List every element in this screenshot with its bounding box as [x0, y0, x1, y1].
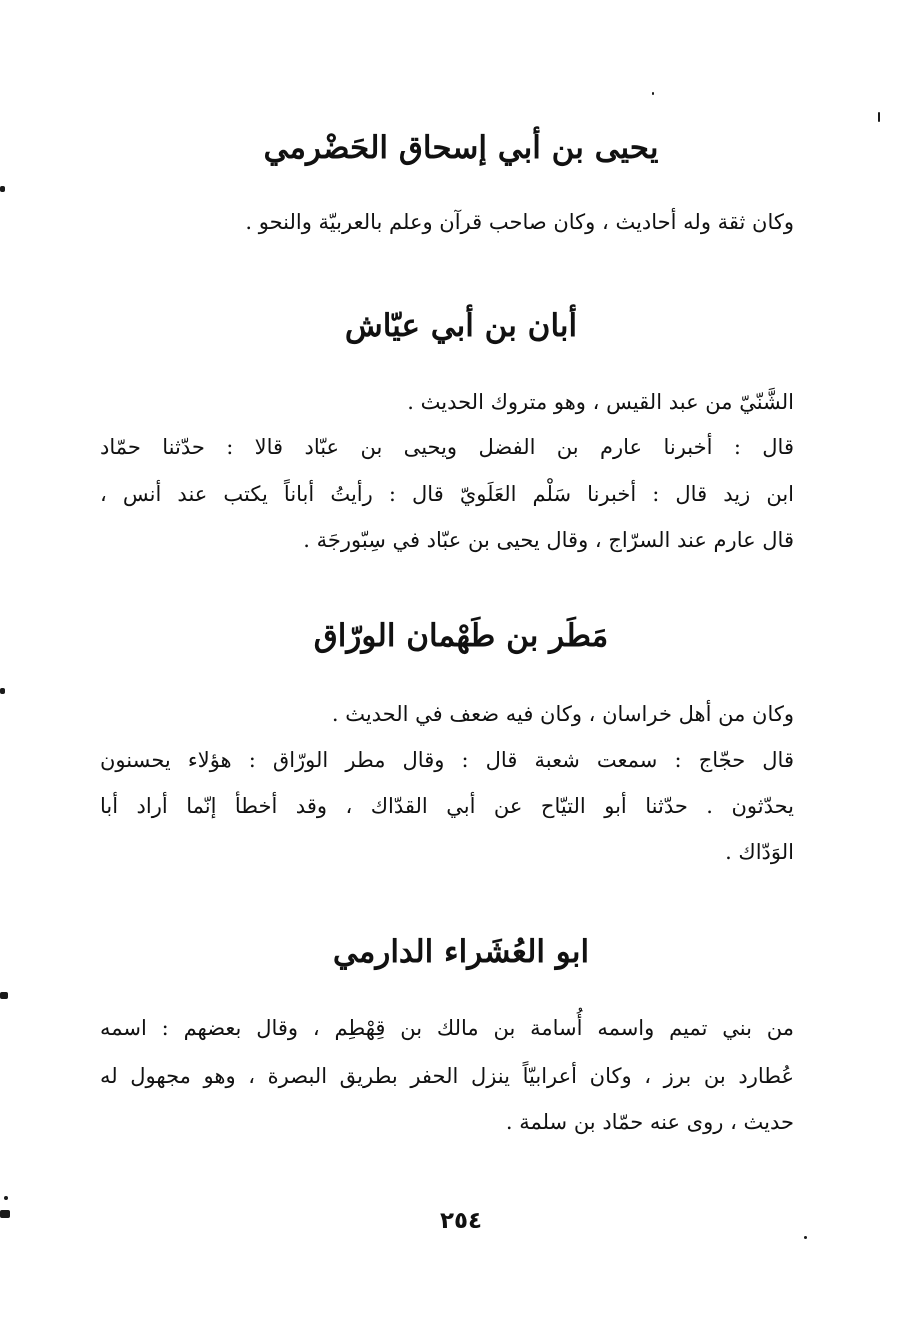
- scan-mark: [4, 1196, 8, 1200]
- entry-text-line: قال حجّاج : سمعت شعبة قال : وقال مطر الورّاق : هؤلاء يحسنون: [100, 748, 794, 772]
- scan-mark: [878, 112, 880, 122]
- entry-text-line: ابن زيد قال : أخبرنا سَلْم العَلَويّ قال : رأيتُ أباناً يكتب عند أنس ،: [100, 482, 794, 506]
- scan-mark: [0, 992, 8, 999]
- entry-heading: أبان بن أبي عيّاش: [344, 308, 578, 344]
- scan-mark: [0, 688, 5, 694]
- entry-text-line: وكان من أهل خراسان ، وكان فيه ضعف في الحديث .: [331, 702, 794, 726]
- entry-text-line: قال : أخبرنا عارم بن الفضل ويحيى بن عبّاد قالا : حدّثنا حمّاد: [100, 435, 794, 459]
- entry-heading: مَطَر بن طَهْمان الورّاق: [313, 618, 609, 654]
- entry-heading: يحيى بن أبي إسحاق الحَضْرمي: [263, 130, 659, 166]
- entry-text-line: يحدّثون . حدّثنا أبو التيّاح عن أبي القدّاك ، وقد أخطأ إنّما أراد أبا: [100, 794, 794, 818]
- scan-mark: [804, 1236, 807, 1239]
- entry-text-line: من بني تميم واسمه أُسامة بن مالك بن قِهْطِم ، وقال بعضهم : اسمه: [100, 1016, 794, 1040]
- scan-mark: [652, 92, 654, 95]
- page-number: ٢٥٤: [439, 1208, 483, 1234]
- scan-mark: [0, 1210, 10, 1218]
- entry-text-line: حديث ، روى عنه حمّاد بن سلمة .: [505, 1110, 794, 1134]
- scan-mark: [0, 186, 5, 192]
- entry-text-line: عُطارد بن برز ، وكان أعرابيّاً ينزل الحفر بطريق البصرة ، وهو مجهول له: [100, 1064, 794, 1088]
- entry-heading: ابو العُشَراء الدارمي: [332, 934, 590, 970]
- entry-text-line: الشَّنّيّ من عبد القيس ، وهو متروك الحديث .: [407, 390, 794, 414]
- entry-text-line: وكان ثقة وله أحاديث ، وكان صاحب قرآن وعلم بالعربيّة والنحو .: [245, 210, 794, 234]
- entry-text-line: الوَدّاك .: [725, 840, 794, 864]
- entry-text-line: قال عارم عند السرّاج ، وقال يحيى بن عبّاد في سِبّورجَة .: [303, 528, 794, 552]
